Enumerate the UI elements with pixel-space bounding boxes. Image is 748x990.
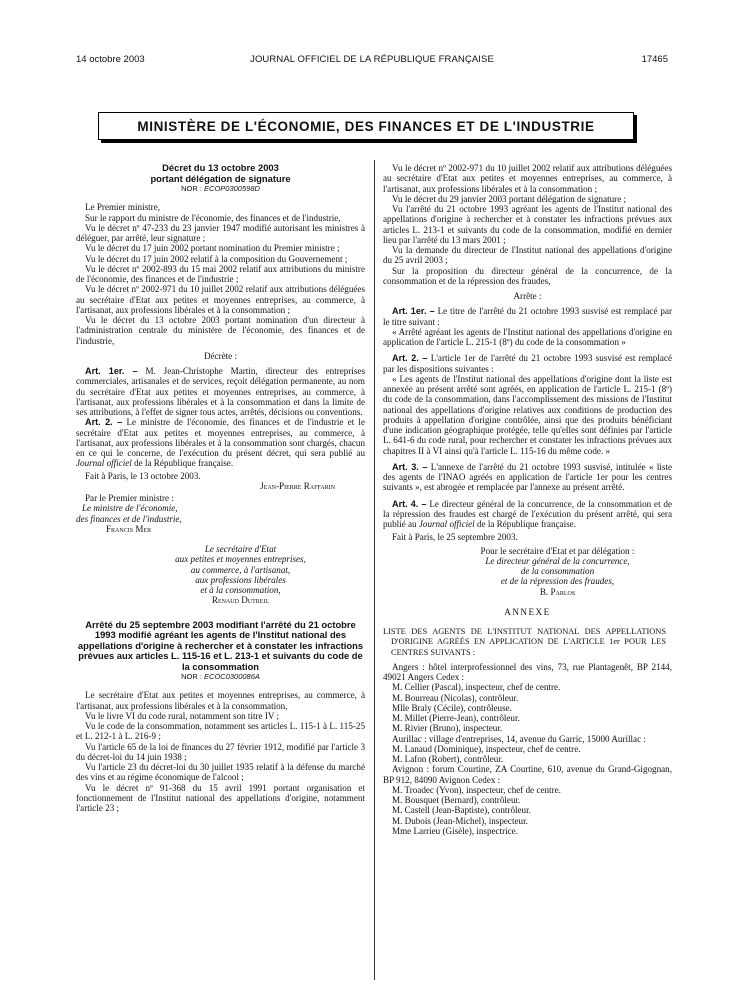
- decret-para: Vu le décret du 17 juin 2002 relatif à la composition du Gouvernement ;: [85, 253, 348, 264]
- sec-line: Le secrétaire d'Etat: [204, 544, 277, 554]
- ministry-title: MINISTÈRE DE L'ÉCONOMIE, DES FINANCES ET DE L'INDUSTRIE: [137, 118, 595, 134]
- centre-head: Angers : hôtel interprofessionnel des vins, 73, rue Plantagenêt, BP 2144, 49021 Angers Cedex :: [383, 661, 672, 682]
- arrete-fait: Fait à Paris, le 25 septembre 2003.: [392, 532, 518, 543]
- sec-line: et à la consommation,: [200, 585, 281, 595]
- centre-head: Aurillac : village d'entreprises, 14, avenue du Garric, 15000 Aurillac :: [392, 733, 646, 744]
- arrete-nor: NOR : ECOC0300086A: [181, 672, 260, 681]
- decret-para: Vu le décret du 13 octobre 2003 portant nomination d'un directeur à l'administration centrale du ministère de l'économie, des finances et de l'industrie,: [76, 315, 365, 346]
- decret-para: Vu le décret nº 2002-893 du 15 mai 2002 relatif aux attributions du ministre de l'économie, des finances et de l'industrie ;: [76, 263, 365, 284]
- agent-entry: M. Millet (Pierre-Jean), contrôleur.: [392, 713, 520, 723]
- decret-para: Vu le décret nº 2002-971 du 10 juillet 2002 relatif aux attributions déléguées au secrétaire d'Etat aux petites et moyennes entreprises, au commerce, à l'artisanat, aux professions libérales et à la consommation ;: [76, 284, 365, 315]
- arrete-visas-left: [76, 690, 365, 813]
- decret-nor: NOR : ECOP0300598D: [181, 184, 260, 193]
- agent-entry: M. Castell (Jean-Baptiste), contrôleur.: [392, 805, 531, 816]
- sec-name: Renaud Dutreil: [211, 595, 270, 606]
- column-divider: [374, 160, 375, 980]
- arrete-signature-block: [383, 546, 672, 597]
- decret-signer: Jean-Pierre Raffarin: [260, 480, 335, 491]
- agent-entry: M. Cellier (Pascal), inspecteur, chef de centre.: [392, 682, 561, 693]
- arrete-para: Vu le décret du 29 janvier 2003 portant délégation de signature ;: [392, 193, 627, 204]
- arrete-para: Vu le décret nº 2002-971 du 10 juillet 2002 relatif aux attributions déléguées au secrétaire d'Etat aux petites et moyennes entreprises, au commerce, à l'artisanat, aux professions libérales et à la consommation ;: [383, 163, 672, 194]
- agent-entry: Mlle Braly (Cécile), contrôleuse.: [392, 702, 512, 713]
- arrete-para: Vu l'article 65 de la loi de finances du 27 février 1912, modifié par l'article 3 du décret-loi du 14 juin 1938 ;: [76, 741, 365, 762]
- sec-line: au commerce, à l'artisanat,: [190, 564, 291, 575]
- arrete-para: Vu l'arrêté du 21 octobre 1993 agréant les agents de l'Institut national des appellations d'origine à rechercher et à constater les infractions prévues aux articles L. 213-1 et suivants du code de la consommation, modifié en dernier lieu par l'arrêté du 13 mars 2001 ;: [383, 204, 672, 245]
- decret-title-line2: portant délégation de signature: [150, 172, 291, 184]
- left-column: [76, 163, 365, 813]
- sig-name: B. Parlos: [539, 586, 576, 597]
- decret-para: Le Premier ministre,: [85, 202, 161, 213]
- agent-entry: M. Lanaud (Dominique), inspecteur, chef de centre.: [392, 743, 581, 754]
- decret-article-1: Art. 1er. – M. Jean-Christophe Martin, directeur des entreprises commerciales, artisanales et de services, reçoit délégation permanente, au nom du secrétaire d'Etat aux petites et moyennes entreprises, au commerce, à l'artisanat, aux professions libérales et à la consommation et dans la limite de ses attributions, à l'effet de signer tous actes, arrêtés, décisions ou conventions.: [76, 366, 366, 417]
- ministry-banner: [98, 112, 634, 140]
- decret-visas: [76, 202, 365, 346]
- arrete-article-1-quote: « Arrêté agréant les agents de l'Institut national des appellations d'origine en application de l'article L. 215-1 (8º) du code de la consommation »: [383, 326, 672, 347]
- header-date: 14 octobre 2003: [76, 54, 145, 65]
- arrete-visas-right: [383, 163, 672, 286]
- arrete-para: Le secrétaire d'Etat aux petites et moyennes entreprises, au commerce, à l'artisanat, aux professions libérales et à la consommation,: [76, 690, 365, 711]
- decret-fait: Fait à Paris, le 13 octobre 2003.: [85, 470, 201, 481]
- agent-entry: M. Bousquet (Bernard), contrôleur.: [392, 795, 521, 805]
- centre-avignon: [383, 764, 672, 836]
- annexe-heading: ANNEXE: [504, 606, 551, 617]
- header-journal-title: JOURNAL OFFICIEL DE LA RÉPUBLIQUE FRANÇAISE: [250, 54, 494, 65]
- decret-minister-name: Francis Mer: [106, 523, 152, 534]
- arrete-article-1: Art. 1er. – Le titre de l'arrêté du 21 octobre 1993 susvisé est remplacé par le titre suivant :: [383, 306, 672, 327]
- decret-para: Vu le décret du 17 juin 2002 portant nomination du Premier ministre ;: [85, 243, 340, 254]
- agent-entry: M. Bourreau (Nicolas), contrôleur.: [392, 692, 519, 703]
- sec-line: aux petites et moyennes entreprises,: [175, 554, 306, 565]
- centre-aurillac: [383, 734, 672, 765]
- agent-entry: M. Troadec (Yvon), inspecteur, chef de centre.: [392, 784, 561, 795]
- decret-minister-line2: des finances et de l'industrie,: [76, 513, 182, 524]
- sec-line: aux professions libérales: [195, 574, 286, 585]
- arrete-article-4: Art. 4. – Le directeur général de la concurrence, de la consommation et de la répression des fraudes est chargé de l'exécution du présent arrêté, qui sera publié au Journal officiel de la République française.: [383, 498, 673, 529]
- arrete-para: Vu le livre VI du code rural, notamment son titre IV ;: [85, 710, 280, 721]
- arrete-title: Arrêté du 25 septembre 2003 modifiant l'arrêté du 21 octobre 1993 modifié agréant les agents de l'Institut national des appellations d'origine à rechercher et à constater les infractions prévues aux articles L. 115-16 et L. 213-1 et suivants du code de la consommation: [77, 618, 364, 672]
- annexe-list-title: LISTE DES AGENTS DE L'INSTITUT NATIONAL DES APPELLATIONS D'ORIGINE AGRÉÉS EN APPLICATION DE L'ARTICLE 1er POUR LES CENTRES SUIVANTS :: [383, 627, 666, 657]
- right-column: [383, 163, 672, 836]
- header-page-number: 17465: [641, 54, 668, 65]
- sig-line: et de la répression des fraudes,: [500, 576, 615, 587]
- decret-title-line1: Décret du 13 octobre 2003: [162, 162, 279, 173]
- decret-secretary-block: [76, 544, 365, 606]
- decret-para: Vu le décret nº 47-233 du 23 janvier 1947 modifié autorisant les ministres à déléguer, par arrêté, leur signature ;: [76, 222, 365, 243]
- decret-minister-line1: Le ministre de l'économie,: [82, 503, 178, 514]
- decret-article-2: Art. 2. – Le ministre de l'économie, des finances et de l'industrie et le secrétaire d'Etat aux petites et moyennes entreprises, au commerce, à l'artisanat, aux professions libérales et à la consommation sont chargés, chacun en ce qui le concerne, de l'exécution du présent décret, qui sera publié au Journal officiel de la République française.: [76, 417, 365, 469]
- agent-entry: Mme Larrieu (Gisèle), inspectrice.: [392, 825, 518, 836]
- agent-entry: M. Rivier (Bruno), inspecteur.: [392, 723, 503, 734]
- decrete-label: Décrète :: [203, 350, 238, 361]
- arrete-article-2-quote: « Les agents de l'Institut national des appellations d'origine dont la liste est annexée au présent arrêté sont agréés, en application de l'article L. 215-1 (8º) du code de la consommation, dans l'accomplissement des missions de l'Institut national des appellations d'origine relatives aux conditions de production des produits à appellation d'origine contrôlée, ainsi que des produits bénéficiant d'une indication géographique protégée, telle qu'elles sont définies par l'article L. 641-6 du code rural, pour rechercher et constater les infractions prévues aux chapitres II à VI ainsi qu'à l'article L. 115-16 du même code. »: [383, 373, 672, 456]
- arrete-article-3: Art. 3. – L'annexe de l'arrêté du 21 octobre 1993 susvisé, intitulée « liste des agents de l'INAO agréés en application de l'article 1er pour les centres suivants », est abrogée et remplacée par l'annexe au présent arrêté.: [383, 461, 673, 493]
- sig-line: Le directeur général de la concurrence,: [485, 555, 630, 566]
- arrete-para: Vu la demande du directeur de l'Institut national des appellations d'origine du 25 avril 2003 ;: [383, 245, 672, 266]
- arrete-para: Vu l'article 23 du décret-loi du 30 juillet 1935 relatif à la défense du marché des vins et au régime économique de l'alcool ;: [76, 762, 365, 783]
- arrete-label: Arrête :: [513, 291, 542, 301]
- sig-line: de la consommation: [520, 566, 595, 576]
- arrete-article-2: Art. 2. – L'article 1er de l'arrêté du 21 octobre 1993 susvisé est remplacé par les dispositions suivantes :: [383, 353, 672, 374]
- decret-par: Par le Premier ministre :: [85, 493, 174, 503]
- agent-entry: M. Lafon (Robert), contrôleur.: [392, 754, 504, 764]
- arrete-para: Vu le code de la consommation, notamment ses articles L. 115-1 à L. 115-25 et L. 212-1 à L. 216-9 ;: [76, 721, 365, 742]
- centre-angers: [383, 662, 672, 734]
- sig-line: Pour le secrétaire d'Etat et par délégation :: [480, 545, 635, 556]
- decret-para: Sur le rapport du ministre de l'économie, des finances et de l'industrie,: [85, 212, 341, 223]
- centre-head: Avignon : forum Courtine, ZA Courtine, 610, avenue du Grand-Gigognan, BP 912, 84090 Avignon Cedex :: [383, 764, 672, 785]
- arrete-para: Sur la proposition du directeur général de la concurrence, de la consommation et de la répression des fraudes,: [383, 265, 672, 286]
- agent-entry: M. Dubois (Jean-Michel), inspecteur.: [392, 815, 528, 826]
- arrete-para: Vu le décret nº 91-368 du 15 avril 1991 portant organisation et fonctionnement de l'Institut national des appellations d'origine, notamment l'article 23 ;: [76, 782, 365, 813]
